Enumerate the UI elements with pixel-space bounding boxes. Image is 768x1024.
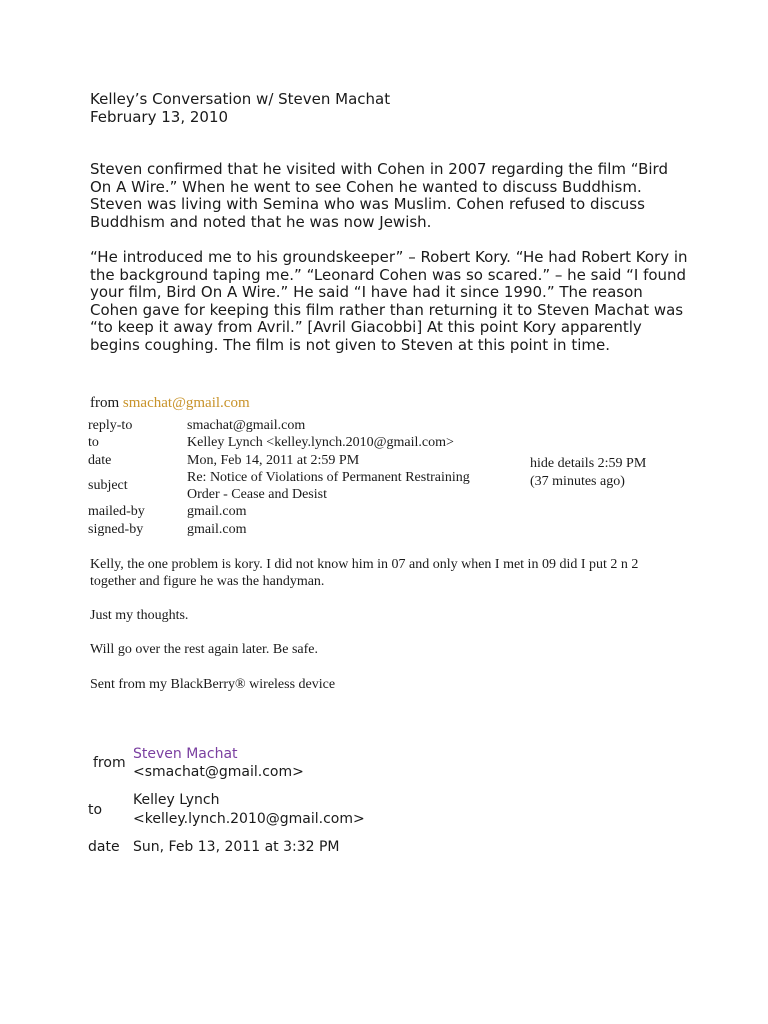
email1-body-line-2: Just my thoughts.	[90, 608, 189, 623]
memo-paragraph-2: “He introduced me to his groundskeeper” – Robert Kory. “He had Robert Kory in the background taping me.” “Leonard Cohen was so scared.” – he said “I found your film, Bird On A Wire.” He said “I have had it since 1990.” The reason Cohen gave for keeping this film rather than returning it to Steven Machat was “to keep it away from Avril.” [Avril Giacobbi] At this point Kory apparently begins coughing. The film is not given to Steven at this point in time.	[90, 248, 688, 354]
memo-header	[90, 90, 390, 126]
email1-body-line-3: Will go over the rest again later. Be safe.	[90, 642, 319, 657]
email2-to-label: to	[88, 802, 103, 818]
email2-from-label: from	[93, 755, 126, 771]
email1-value-mailed-by: gmail.com	[187, 504, 247, 519]
email1-label-signed-by: signed-by	[88, 522, 144, 537]
email1-label-reply-to: reply-to	[88, 418, 133, 433]
email1-label-mailed-by: mailed-by	[88, 504, 145, 519]
email2-date-label: date	[88, 839, 120, 855]
email1-value-reply-to: smachat@gmail.com	[187, 418, 306, 433]
email1-value-signed-by: gmail.com	[187, 522, 247, 537]
email1-value-to: Kelley Lynch <kelley.lynch.2010@gmail.com>	[187, 435, 454, 450]
email2-from-address: <smachat@gmail.com>	[133, 764, 304, 780]
memo-title: Kelley’s Conversation w/ Steven Machat	[90, 90, 391, 108]
email2-date-value: Sun, Feb 13, 2011 at 3:32 PM	[133, 839, 340, 855]
email2-to-name: Kelley Lynch	[133, 792, 220, 808]
email1-from-label: from	[90, 395, 120, 411]
email1-signature: Sent from my BlackBerry® wireless device	[90, 677, 336, 692]
memo-date: February 13, 2010	[90, 108, 229, 126]
memo-paragraph-1: Steven confirmed that he visited with Cohen in 2007 regarding the film “Bird On A Wire.” When he went to see Cohen he wanted to discuss Buddhism. Steven was living with Semina who was Muslim. Cohen refused to discuss Buddhism and noted that he was now Jewish.	[90, 160, 668, 231]
email1-value-subject-cont: Order - Cease and Desist	[187, 487, 327, 502]
email1-value-subject: Re: Notice of Violations of Permanent Restraining	[187, 470, 470, 485]
email1-label-subject: subject	[88, 478, 128, 493]
email1-elapsed-time: (37 minutes ago)	[530, 474, 625, 489]
email1-from-address[interactable]: smachat@gmail.com	[122, 395, 250, 411]
email1-value-date: Mon, Feb 14, 2011 at 2:59 PM	[187, 453, 360, 468]
email1-label-to: to	[88, 435, 99, 450]
hide-details-link[interactable]: hide details 2:59 PM	[530, 456, 647, 471]
email1-label-date: date	[88, 453, 112, 468]
email2-from-name[interactable]: Steven Machat	[133, 746, 238, 762]
email1-from-row	[90, 395, 250, 412]
email2-to-address: <kelley.lynch.2010@gmail.com>	[133, 811, 365, 827]
email1-body-line-1: Kelly, the one problem is kory. I did not know him in 07 and only when I met in 09 did I put 2 n 2 together and figure he was the handyman.	[90, 557, 639, 589]
